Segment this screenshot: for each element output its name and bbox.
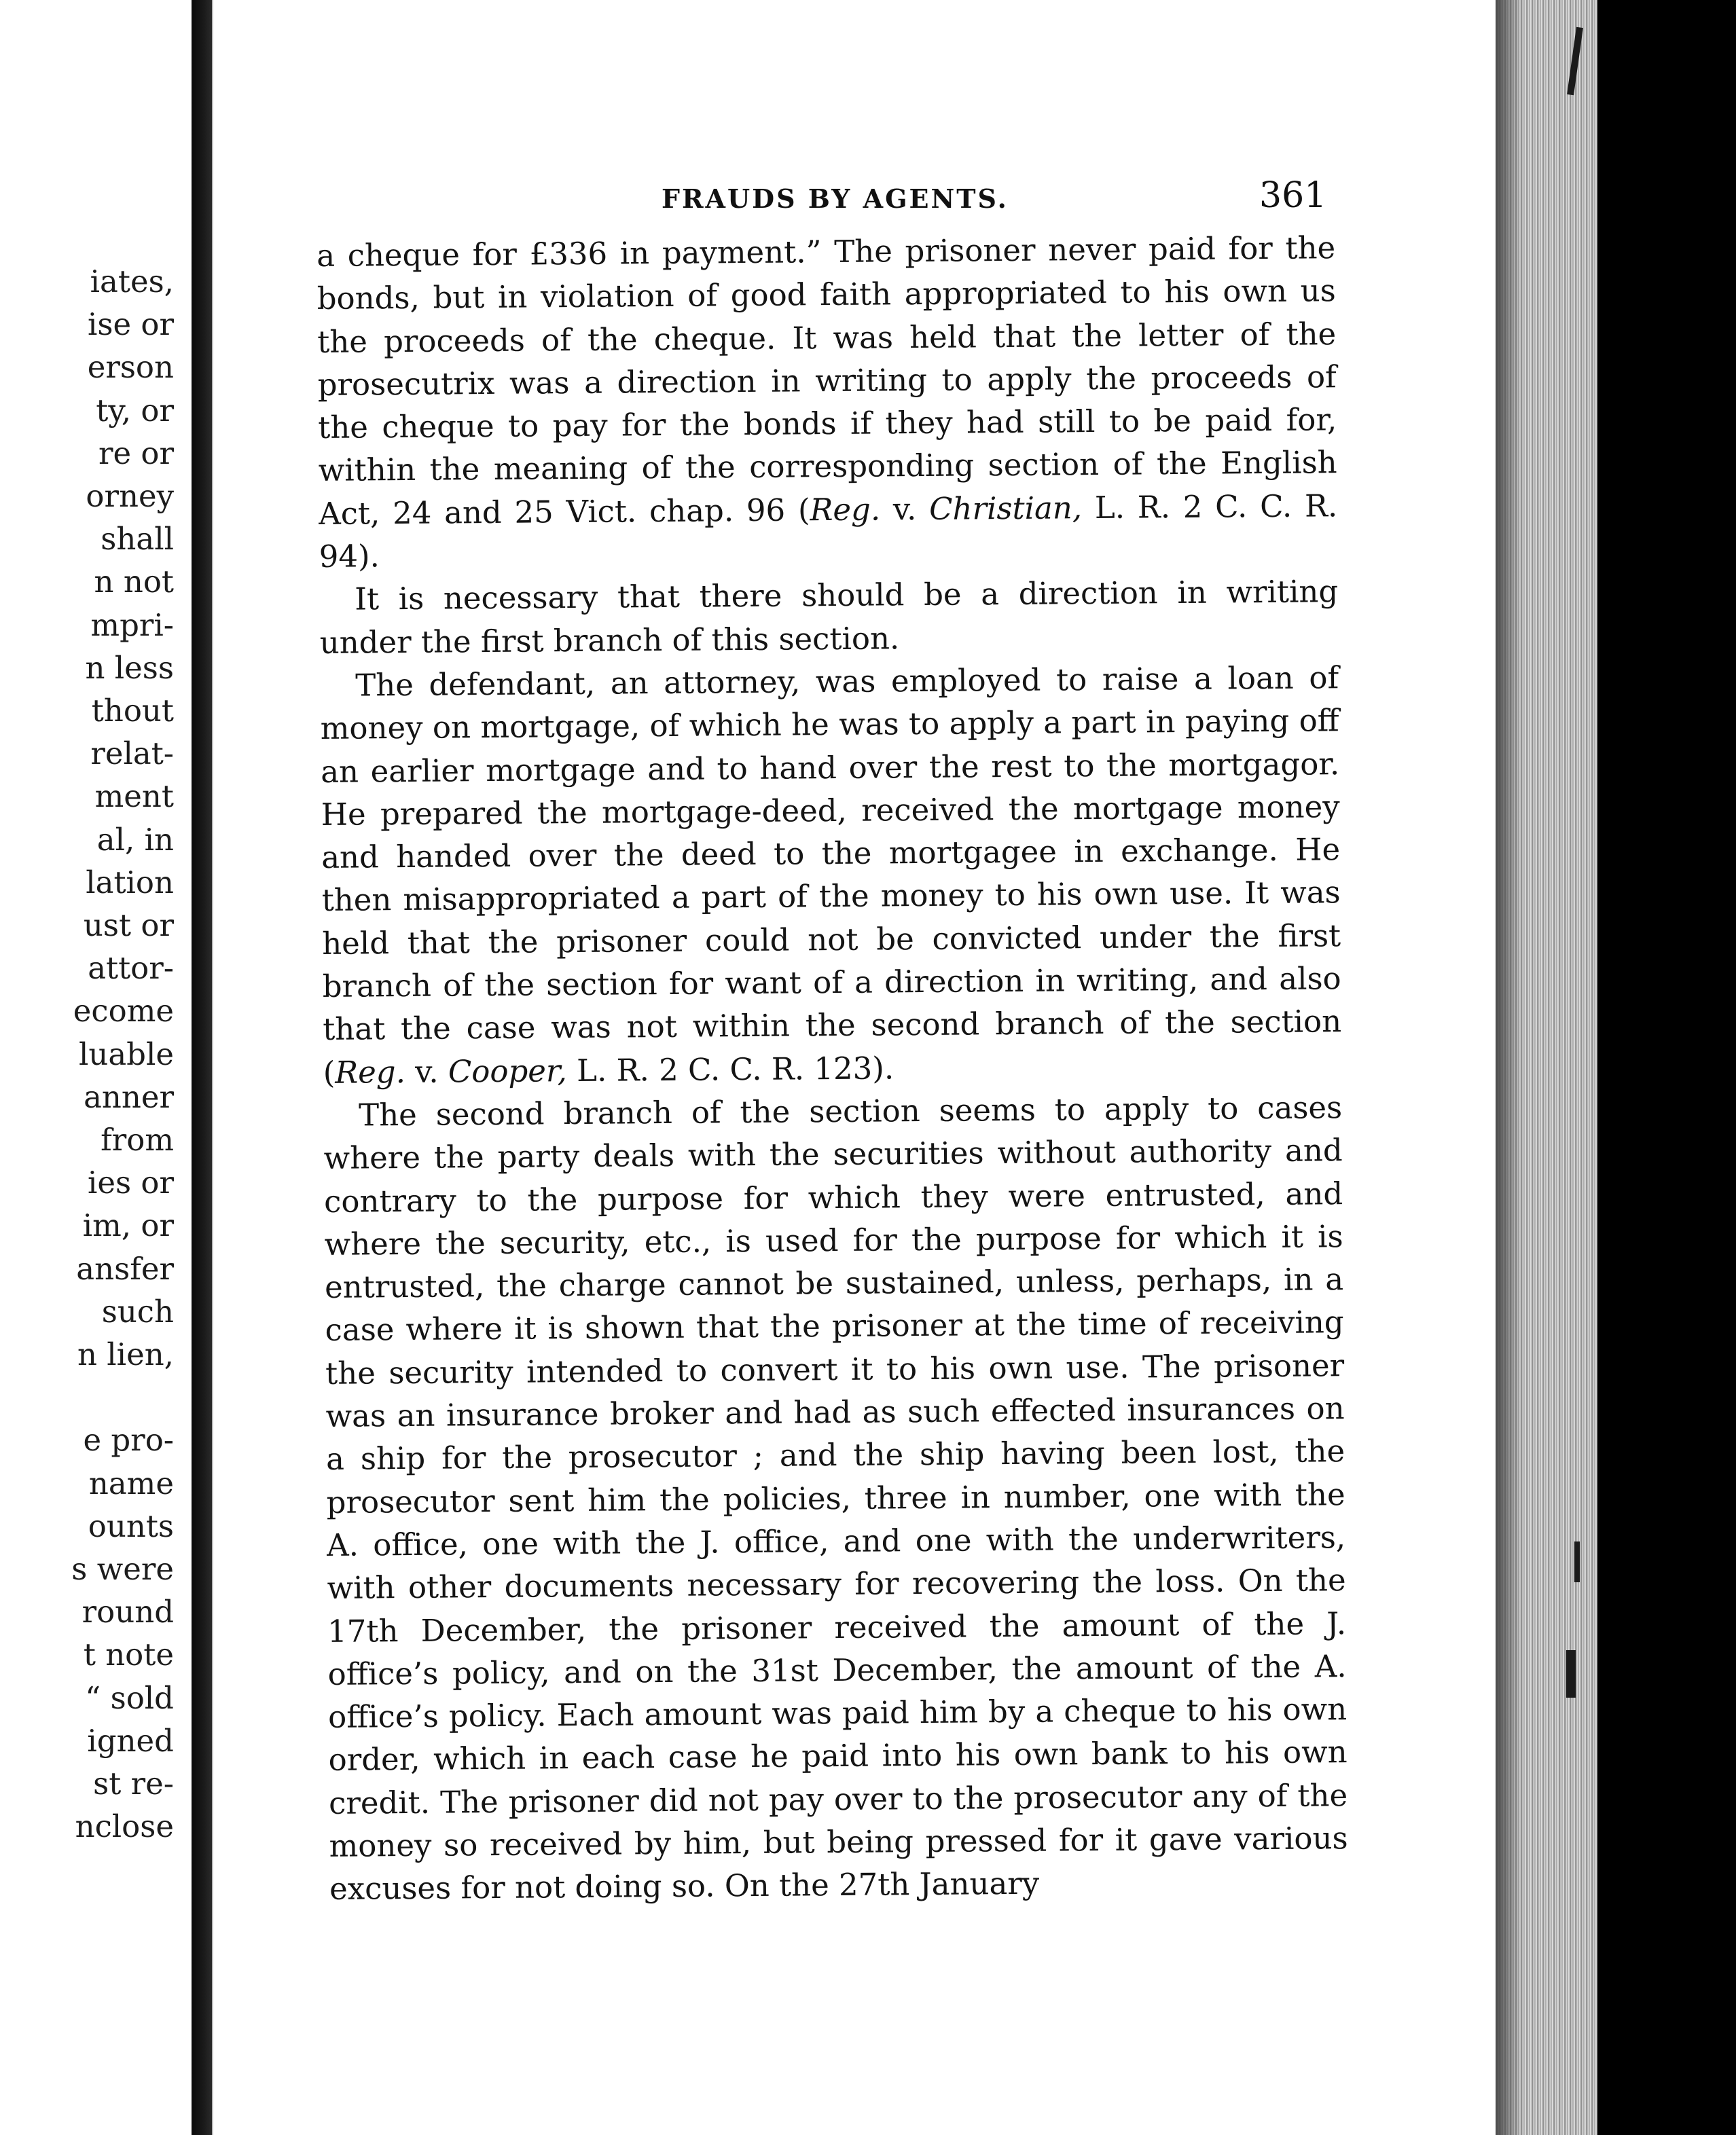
left-page-line-fragment: round	[82, 1594, 174, 1630]
left-page-line-fragment: ment	[94, 778, 174, 815]
left-page-line-fragment: thout	[91, 693, 174, 729]
left-page-line-fragment: al, in	[96, 821, 174, 858]
left-page-line-fragment: “ sold	[85, 1679, 174, 1716]
left-page-line-fragment: ust or	[83, 907, 174, 943]
left-page-line-fragment: re or	[98, 435, 174, 471]
left-page-line-fragment: n not	[94, 564, 174, 600]
running-title: FRAUDS BY AGENTS.	[662, 183, 1009, 214]
paragraph-4: The second branch of the section seems to apply to cases where the party deals with the securities without authority and contrary to the purpose for which they were entrusted, and where the security, etc., is used for the purpose for which it is entrusted, the charge cannot be sustained, unless, perhaps, in a case where it is shown that the prisoner at the time of receiving the security intended to convert it to his own use. The prisoner was an insurance broker and had as such effected insurances on a ship for the prosecutor ; and the ship having been lost, the prosecutor sent him the policies, three in number, one with the A. office, one with the J. office, and one with the underwriters, with other documents necessary for recovering the loss. On the 17th December, the prisoner received the amount of the J. office’s policy, and on the 31st December, the amount of the A. office’s policy. Each amount was paid him by a cheque to his own order, which in each case he paid into his own bank to his own credit. The prisoner did not pay over to the prosecutor any of the money so received by him, but being pressed for it gave various excuses for not doing so. On the 27th January	[323, 1089, 1348, 1908]
left-page-line-fragment: shall	[101, 521, 174, 558]
previous-page-edge	[0, 0, 193, 2135]
left-page-line-fragment: such	[101, 1293, 174, 1330]
left-page-line-fragment: attor-	[88, 950, 174, 987]
case-name-cooper: Cooper,	[448, 1052, 568, 1090]
left-page-line-fragment: ies or	[87, 1165, 174, 1201]
left-page-line-fragment: nclose	[75, 1808, 174, 1845]
left-page-line-fragment: n less	[85, 649, 174, 686]
left-page-line-fragment: anner	[84, 1078, 174, 1115]
case-versus: v.	[405, 1053, 449, 1090]
left-page-line-fragment: n lien,	[77, 1336, 174, 1372]
case-reference: L. R. 2 C. C. R. 94).	[319, 487, 1338, 575]
body-text	[317, 226, 1348, 1910]
left-page-line-fragment: ty, or	[96, 392, 174, 428]
stack-shadow	[1496, 0, 1523, 2135]
left-page-line-fragment: from	[101, 1122, 174, 1158]
paragraph-1	[317, 226, 1338, 578]
left-page-line-fragment: orney	[86, 478, 174, 514]
paragraph-1-text: a cheque for £336 in payment.” The prisoner never paid for the bonds, but in violation of good faith appropriated to his own us the proceeds of the cheque. It was held that the letter of the prosecutrix was a direction in writing to apply the proceeds of the cheque to pay for the bonds if they had still to be paid for, within the meaning of the corresponding section of the English Act, 24 and 25 Vict. chap. 96 (	[317, 230, 1337, 532]
left-page-line-fragment: ise or	[87, 306, 174, 343]
left-page-line-fragment: e pro-	[83, 1422, 174, 1459]
case-citation-reg: Reg.	[810, 491, 881, 528]
case-reference: L. R. 2 C. C. R. 123).	[566, 1050, 894, 1089]
book-page	[212, 0, 1497, 2135]
book-gutter	[192, 0, 212, 2135]
left-page-line-fragment: st re-	[93, 1766, 174, 1802]
case-name-christian: Christian,	[928, 489, 1083, 527]
paragraph-3	[320, 656, 1342, 1094]
left-page-line-fragment: luable	[78, 1036, 174, 1072]
left-page-line-fragment: ecome	[73, 993, 174, 1029]
book-page-edges	[1496, 0, 1736, 2135]
stack-mark	[1566, 1650, 1576, 1698]
left-page-line-fragment: lation	[86, 864, 174, 900]
stack-mark	[1567, 27, 1583, 95]
left-page-line-fragment: t note	[83, 1637, 174, 1673]
left-page-line-fragment: mpri-	[90, 606, 174, 643]
paragraph-3-text: The defendant, an attorney, was employed to raise a loan of money on mortgage, of which he was to apply a part in paying off an earlier mortgage and to hand over the rest to the mortgagor. He prepared the mortgage-deed, received the mortgage money and handed over the deed to the mortgagee in exchange. He then misappropriated a part of the money to his own use. It was held that the prisoner could not be convicted under the first branch of the section for want of a direction in writing, and also that the case was not within the second branch of the section (	[320, 659, 1342, 1091]
stack-mark	[1574, 1541, 1580, 1582]
left-page-line-fragment: im, or	[82, 1207, 174, 1244]
case-versus: v.	[880, 490, 930, 528]
left-page-line-fragment: iates,	[90, 263, 174, 299]
left-page-line-fragment: erson	[87, 349, 174, 386]
left-page-line-fragment: ounts	[88, 1508, 174, 1544]
left-page-line-fragment: name	[88, 1465, 174, 1501]
left-page-line-fragment: s were	[71, 1551, 174, 1587]
page-stack	[1496, 0, 1597, 2135]
left-page-line-fragment: ansfer	[76, 1250, 174, 1287]
paragraph-2: It is necessary that there should be a direction in writing under the first branch of this section.	[319, 573, 1339, 661]
left-page-line-fragment: igned	[87, 1722, 174, 1759]
case-citation-reg: Reg.	[335, 1053, 406, 1091]
left-page-line-fragment: relat-	[90, 735, 174, 772]
page-number: 361	[1259, 175, 1327, 216]
